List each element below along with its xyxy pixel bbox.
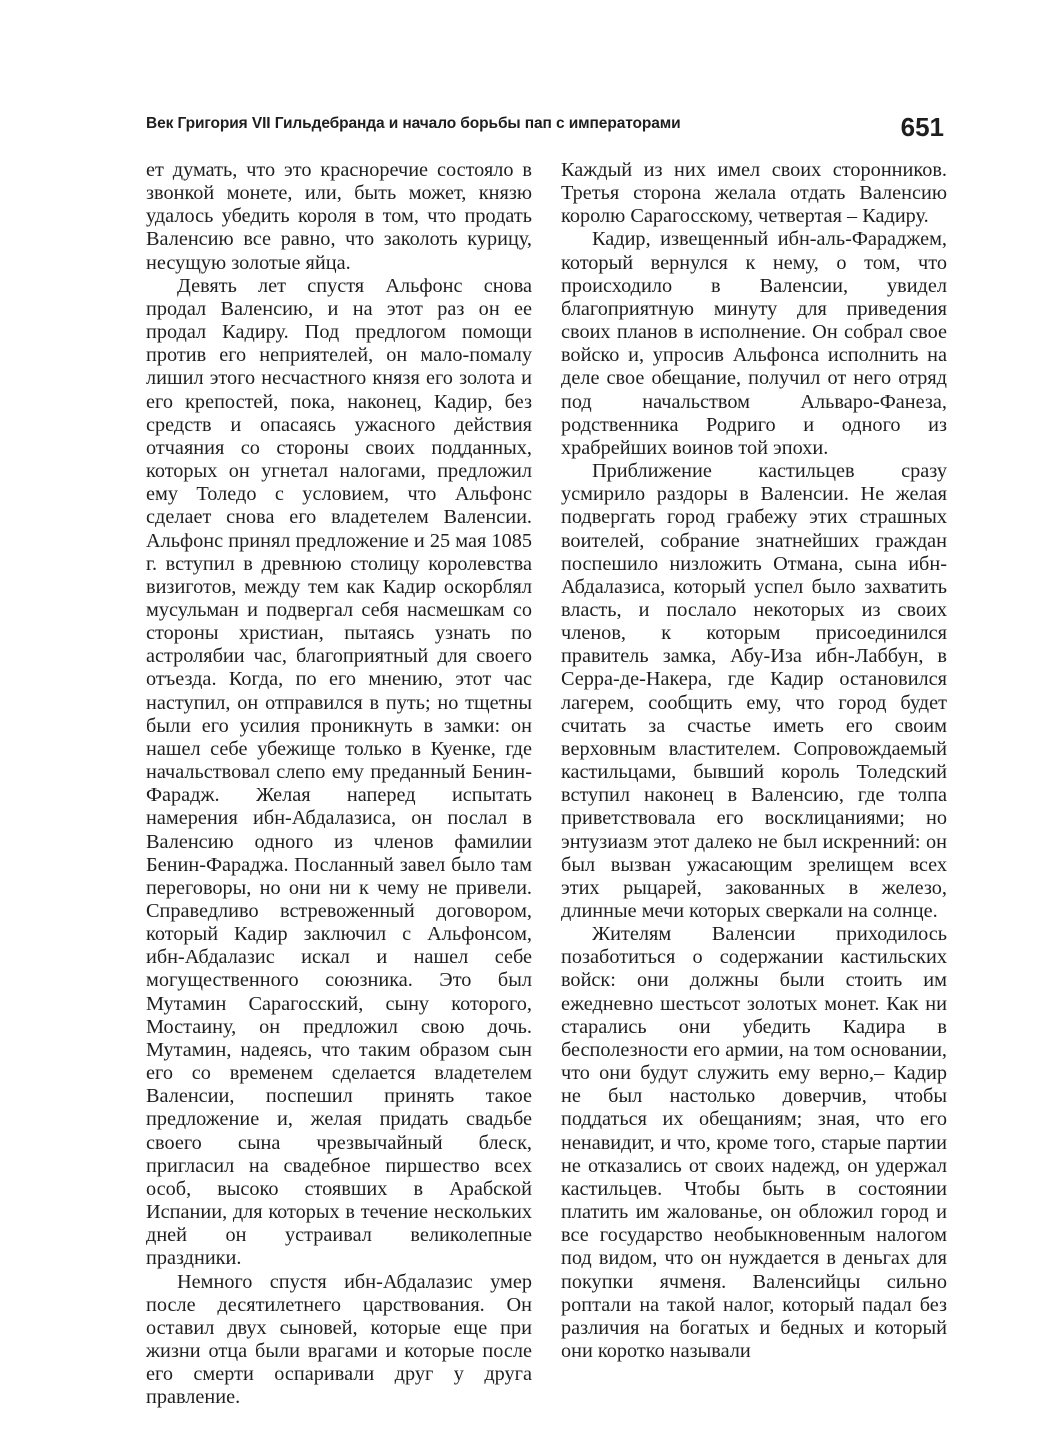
paragraph: Жителям Валенсии приходилось позаботиться о содержании кастильских войск: они должны были стоить им ежедневно шестьсот золотых монет. Как ни старались они убедить Кадира в бесполезности его армии, на том основании, что они будут служить ему верно,– Кадир не был настолько доверчив, чтобы поддаться их обещаниям; зная, что его ненавидит, и что, кроме того, старые партии не отказались от своих надежд, он удержал кастильцев. Чтобы быть в состоянии платить им жалованье, он обложил город и все государство необыкновенным налогом под видом, что он нуждается в деньгах для покупки ячменя. Валенсийцы сильно роптали на такой налог, который падал без различия на богатых и бедных и который они коротко называли [561, 923, 947, 1362]
paragraph: Приближение кастильцев сразу усмирило раздоры в Валенсии. Не желая подвергать город грабежу этих страшных воителей, собрание знатнейших граждан поспешило низложить Отмана, сына ибн-Абдалазиса, который успел было захватить власть, и послало некоторых из своих членов, к которым присоединился правитель замка, Абу-Иза ибн-Лаббун, в Серра-де-Накера, где Кадир остановился лагерем, сообщить ему, что город будет считать за счастье иметь его своим верховным властителем. Сопровождаемый кастильцами, бывший король Толедский вступил наконец в Валенсию, где толпа приветствовала его восклицаниями; но энтузиазм этот далеко не был искренний: он был вызван ужасающим зрелищем всех этих рыцарей, закованных в железо, длинные мечи которых сверкали на солнце. [561, 460, 947, 922]
running-header [146, 112, 944, 148]
page-number: 651 [900, 112, 944, 142]
paragraph: Немного спустя ибн-Абдалазис умер после десятилетнего царствования. Он оставил двух сыновей, которые еще при жизни отца были врагами и которые после его смерти оспаривали друг у друга правление. [146, 1270, 532, 1409]
paragraph: Девять лет спустя Альфонс снова продал Валенсию, и на этот раз он ее продал Кадиру. Под предлогом помощи против его неприятелей, он мало-помалу лишил этого несчастного князя его золота и его крепостей, пока, наконец, Кадир, без средств и опасаясь ужасного действия отчаяния со стороны своих подданных, которых он угнетал налогами, предложил ему Толедо с условием, что Альфонс сделает снова его владетелем Валенсии. Альфонс принял предложение и 25 мая 1085 г. вступил в древнюю столицу королевства визиготов, между тем как Кадир оскорблял мусульман и подвергал себя насмешкам со стороны христиан, пытаясь узнать по астролябии час, благоприятный для своего отъезда. Когда, по его мнению, этот час наступил, он отправился в путь; но тщетны были его усилия проникнуть в замки: он нашел себе убежище только в Куенке, где начальствовал слепо ему преданный Бенин-Фарадж. Желая наперед испытать намерения ибн-Абдалазиса, он послал в Валенсию одного из членов фамилии Бенин-Фараджа. Посланный завел было там переговоры, но они ни к чему не привели. Справедливо встревоженный договором, который Кадир заключил с Альфонсом, ибн-Абдалазис искал и нашел себе могущественного союзника. Это был Мутамин Сарагосский, сыну которого, Мостаину, он предложил свою дочь. Мутамин, надеясь, что таким образом сын его со временем сделается владетелем Валенсии, поспешил принять такое предложение и, желая придать свадьбе своего сына чрезвычайный блеск, пригласил на свадебное пиршество всех особ, высоко стоявших в Арабской Испании, для которых в течение нескольких дней он устраивал великолепные праздники. [146, 274, 532, 1270]
paragraph: Кадир, извещенный ибн-аль-Фараджем, который вернулся к нему, о том, что происходило в Валенсии, увидел благоприятную минуту для приведения своих планов в исполнение. Он собрал свое войско и, упросив Альфонса исполнить на деле свое обещание, получил от него отряд под начальством Альваро-Фанеза, родственника Родриго и одного из храбрейших воинов той эпохи. [561, 228, 947, 459]
text-column-left [146, 159, 532, 1409]
paragraph: ет думать, что это красноречие состояло в звонкой монете, или, быть может, князю удалось убедить короля в том, что продать Валенсию все равно, что заколоть курицу, несущую золотые яйца. [146, 159, 532, 274]
text-column-right [561, 159, 947, 1363]
running-title: Век Григория VII Гильдебранда и начало борьбы пап с императорами [146, 115, 681, 132]
paragraph: Каждый из них имел своих сторонников. Третья сторона желала отдать Валенсию королю Сарагосскому, четвертая – Кадиру. [561, 159, 947, 228]
